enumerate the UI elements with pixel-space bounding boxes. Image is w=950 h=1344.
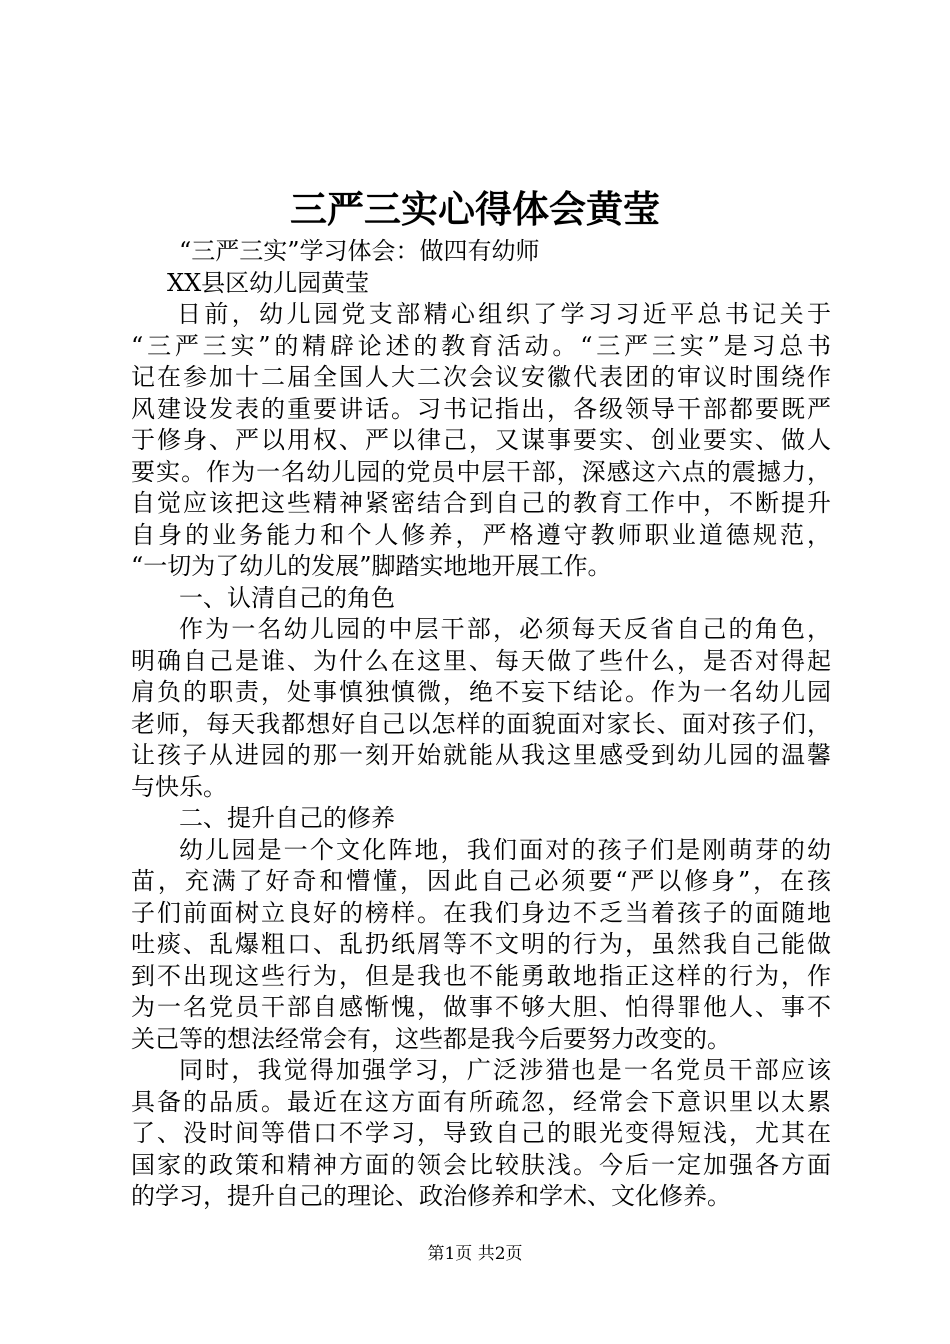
paragraph-line: 关己等的想法经常会有，这些都是我今后要努力改变的。 [131, 1024, 731, 1053]
page-number-footer: 第1页 共2页 [427, 1244, 523, 1264]
paragraph-line: 记在参加十二届全国人大二次会议安徽代表团的审议时围绕作 [131, 363, 831, 391]
paragraph-line: 肩负的职责，处事慎独慎微，绝不妄下结论。作为一名幼儿园 [131, 678, 831, 706]
paragraph-line: 作为一名幼儿园的中层干部，必须每天反省自己的角色， [179, 615, 831, 643]
paragraph-line: “三严三实”的精辟论述的教育活动。“三严三实”是习总书 [131, 331, 831, 360]
paragraph-line: 与快乐。 [131, 772, 227, 801]
paragraph-line: 幼儿园是一个文化阵地，我们面对的孩子们是刚萌芽的幼 [179, 835, 831, 864]
paragraph-line: 于修身、严以用权、严以律己，又谋事要实、创业要实、做人 [131, 426, 831, 454]
paragraph-line: 国家的政策和精神方面的领会比较肤浅。今后一定加强各方面 [131, 1150, 831, 1179]
document-body [131, 236, 831, 1213]
paragraph-line: 为一名党员干部自感惭愧，做事不够大胆、怕得罪他人、事不 [131, 993, 831, 1021]
paragraph-line: 苗，充满了好奇和懵懂，因此自己必须要“严以修身”，在孩 [131, 867, 831, 895]
paragraph-line: 老师，每天我都想好自己以怎样的面貌面对家长、面对孩子们， [131, 709, 831, 738]
paragraph-line: 自身的业务能力和个人修养，严格遵守教师职业道德规范， [131, 520, 831, 549]
paragraph-line: 自觉应该把这些精神紧密结合到自己的教育工作中，不断提升 [131, 489, 831, 517]
paragraph-line: 具备的品质。最近在这方面有所疏忽，经常会下意识里以太累 [131, 1087, 831, 1116]
paragraph-line: 日前，幼儿园党支部精心组织了学习习近平总书记关于 [177, 300, 831, 328]
paragraph-line: 吐痰、乱爆粗口、乱扔纸屑等不文明的行为，虽然我自己能做 [131, 930, 831, 958]
section-heading: 一、认清自己的角色 [179, 583, 395, 612]
subtitle-line: “三严三实”学习体会：做四有幼师 [179, 237, 540, 265]
author-line: XX县区幼儿园黄莹 [167, 268, 370, 297]
paragraph-line: 明确自己是谁、为什么在这里、每天做了些什么，是否对得起 [131, 646, 831, 675]
paragraph-line: “一切为了幼儿的发展”脚踏实地地开展工作。 [131, 552, 612, 580]
document-title: 三严三实心得体会黄莹 [290, 187, 660, 231]
paragraph-line: 同时，我觉得加强学习，广泛涉猎也是一名党员干部应该 [179, 1056, 831, 1084]
paragraph-line: 了、没时间等借口不学习，导致自己的眼光变得短浅，尤其在 [131, 1119, 831, 1147]
paragraph-line: 风建设发表的重要讲话。习书记指出，各级领导干部都要既严 [131, 394, 831, 423]
paragraph-line: 到不出现这些行为，但是我也不能勇敢地指正这样的行为，作 [131, 961, 831, 990]
paragraph-line: 的学习，提升自己的理论、政治修养和学术、文化修养。 [131, 1182, 731, 1210]
paragraph-line: 要实。作为一名幼儿园的党员中层干部，深感这六点的震撼力， [131, 457, 831, 486]
paragraph-line: 让孩子从进园的那一刻开始就能从我这里感受到幼儿园的温馨 [131, 741, 831, 769]
paragraph-line: 子们前面树立良好的榜样。在我们身边不乏当着孩子的面随地 [131, 898, 831, 927]
section-heading: 二、提升自己的修养 [179, 804, 395, 832]
